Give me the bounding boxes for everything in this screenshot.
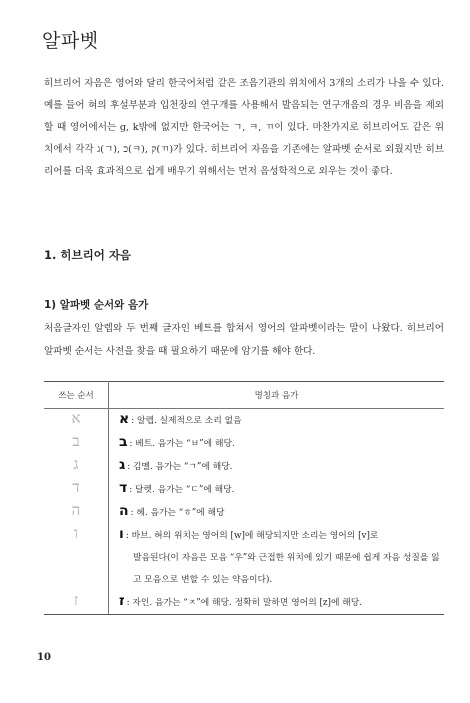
stroke-order-glyph: ו <box>44 524 109 591</box>
table-row <box>44 455 444 478</box>
letter-description <box>109 524 445 591</box>
table-row <box>44 501 444 524</box>
letter-desc-text: : 알렙. 실제적으로 소리 없음 <box>131 416 242 426</box>
subsection-heading: 1) 알파벳 순서와 음가 <box>44 299 149 311</box>
stroke-order-glyph: ב <box>44 432 109 455</box>
page-title: 알파벳 <box>42 30 99 52</box>
header-writing-order: 쓰는 순서 <box>44 382 109 409</box>
letter-description <box>109 409 445 433</box>
hebrew-letter: ג <box>119 457 126 473</box>
section-heading: 1. 히브리어 자음 <box>44 248 132 262</box>
letter-description <box>109 432 445 455</box>
letter-desc-text: : 헤. 음가는 “ㅎ”에 해당 <box>130 508 225 518</box>
letter-description <box>109 455 445 478</box>
letter-desc-continuation: 발음된다(이 자음은 모음 “우”와 근접한 위치에 있기 때문에 쉽게 자음 성질을 잃고 모음으로 변할 수 있는 약음이다). <box>133 553 440 585</box>
table-row <box>44 432 444 455</box>
subsection-body <box>44 317 444 363</box>
table-header-row <box>44 382 444 409</box>
table-row <box>44 591 444 615</box>
letter-description <box>109 501 445 524</box>
stroke-order-glyph: ה <box>44 501 109 524</box>
hebrew-letters-table <box>44 381 444 615</box>
letter-desc-text: : 자인. 음가는 “ㅈ”에 해당. 정확히 말하면 영어의 [z]에 해당. <box>126 598 363 608</box>
hebrew-letter: ב <box>119 434 128 450</box>
table-row <box>44 409 444 433</box>
letter-desc-text: : 바브. 혀의 위치는 영어의 [w]에 해당되지만 소리는 영어의 [v]로 <box>125 531 379 541</box>
table-row <box>44 478 444 501</box>
hebrew-letter: ה <box>119 503 129 519</box>
stroke-order-glyph: ד <box>44 478 109 501</box>
page-number: 10 <box>37 652 51 663</box>
intro-section <box>44 73 444 183</box>
intro-paragraph: 히브리어 자음은 영어와 달리 한국어처럼 같은 조음기관의 위치에서 3개의 소리가 나올 수 있다. 예를 들어 혀의 후설부분과 입천장의 연구개를 사용해서 발음되는 연구개음의 경우 비음을 제외할 때 영어에서는 g, k밖에 없지만 한국어는 ㄱ, ㅋ, ㄲ이 있다. 마찬가지로 히브리어도 같은 위치에서 각각 ג(ㄱ), כ(ㅋ), ק(ㄲ)가 있다. 히브리어 자음을 기존에는 알파벳 순서로 외웠지만 히브리어를 더욱 효과적으로 쉽게 배우기 위해서는 먼저 음성학적으로 외우는 것이 좋다. <box>44 78 445 177</box>
letter-description <box>109 591 445 615</box>
letter-description <box>109 478 445 501</box>
letter-desc-text: : 달렛. 음가는 “ㄷ”에 해당. <box>129 485 235 495</box>
header-name-sound: 명칭과 음가 <box>109 382 445 409</box>
hebrew-letter: ו <box>119 526 124 542</box>
stroke-order-glyph: א <box>44 409 109 433</box>
table-row <box>44 524 444 591</box>
hebrew-letter: ד <box>119 480 128 496</box>
stroke-order-glyph: ג <box>44 455 109 478</box>
subsection-paragraph: 처음글자인 알렙와 두 번째 글자인 베트를 합쳐서 영어의 알파벳이라는 말이 나왔다. 히브리어 알파벳 순서는 사전을 찾을 때 필요하기 때문에 암기를 해야 한다. <box>44 323 444 357</box>
letter-desc-text: : 김멜. 음가는 “ㄱ”에 해당. <box>127 462 233 472</box>
hebrew-letter: ז <box>119 593 125 609</box>
hebrew-letter: א <box>119 411 130 427</box>
stroke-order-glyph: ז <box>44 591 109 615</box>
letter-desc-text: : 베트. 음가는 “ㅂ”에 해당. <box>129 439 235 449</box>
